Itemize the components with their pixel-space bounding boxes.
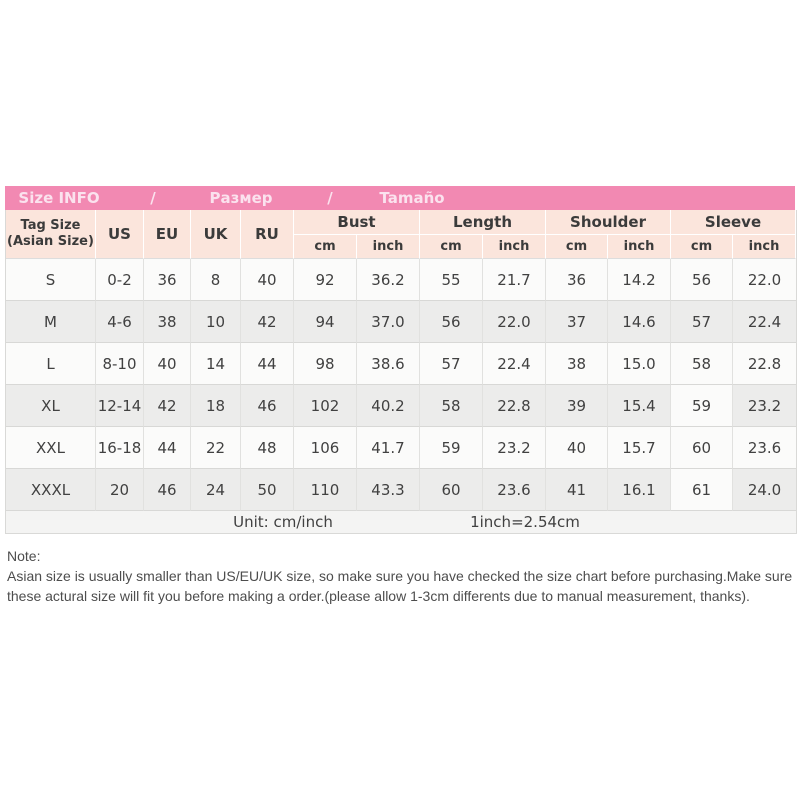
- table-cell: 22.4: [483, 343, 546, 385]
- table-cell: 46: [241, 385, 294, 427]
- header-length-inch: inch: [483, 235, 546, 259]
- header-sleeve-cm: cm: [671, 235, 733, 259]
- table-cell: 22.8: [483, 385, 546, 427]
- table-cell: 15.0: [608, 343, 671, 385]
- table-row: [6, 427, 796, 469]
- table-cell: 42: [241, 301, 294, 343]
- size-table: [5, 210, 797, 534]
- header-eu: EU: [144, 210, 191, 259]
- row-size-tag: XXXL: [6, 469, 96, 511]
- header-us: US: [96, 210, 144, 259]
- table-cell: 10: [191, 301, 241, 343]
- table-cell: 110: [294, 469, 357, 511]
- title-razmer: Размер: [209, 189, 273, 207]
- table-cell: 92: [294, 259, 357, 301]
- header-sleeve: Sleeve: [671, 210, 796, 235]
- header-bust-inch: inch: [357, 235, 420, 259]
- table-cell: 16-18: [96, 427, 144, 469]
- table-cell: 40: [546, 427, 608, 469]
- row-size-tag: L: [6, 343, 96, 385]
- table-row: [6, 469, 796, 511]
- table-cell: 46: [144, 469, 191, 511]
- table-cell: 55: [420, 259, 483, 301]
- header-bust: Bust: [294, 210, 420, 235]
- unit-label: Unit: cm/inch: [233, 513, 333, 531]
- table-cell: 38.6: [357, 343, 420, 385]
- table-cell: 40.2: [357, 385, 420, 427]
- table-cell: 58: [420, 385, 483, 427]
- table-cell: 44: [241, 343, 294, 385]
- size-chart: [5, 186, 795, 534]
- table-cell: 43.3: [357, 469, 420, 511]
- table-cell: 8-10: [96, 343, 144, 385]
- table-cell: 50: [241, 469, 294, 511]
- unit-row: [6, 511, 796, 533]
- title-tamano: Tamaño: [379, 189, 445, 207]
- header-shoulder-inch: inch: [608, 235, 671, 259]
- table-row: [6, 259, 796, 301]
- row-size-tag: M: [6, 301, 96, 343]
- table-cell: 15.7: [608, 427, 671, 469]
- title-separator: /: [150, 189, 156, 207]
- table-cell: 24.0: [733, 469, 796, 511]
- table-cell: 98: [294, 343, 357, 385]
- table-cell: 22.4: [733, 301, 796, 343]
- table-cell: 14: [191, 343, 241, 385]
- table-cell: 18: [191, 385, 241, 427]
- table-header: [6, 210, 796, 259]
- header-length-cm: cm: [420, 235, 483, 259]
- unit-row-cell: [6, 511, 796, 533]
- header-bust-cm: cm: [294, 235, 357, 259]
- table-cell: 48: [241, 427, 294, 469]
- table-cell: 42: [144, 385, 191, 427]
- table-cell: 56: [671, 259, 733, 301]
- table-cell: 22: [191, 427, 241, 469]
- table-cell: 37.0: [357, 301, 420, 343]
- table-cell: 41.7: [357, 427, 420, 469]
- table-cell: 24: [191, 469, 241, 511]
- table-cell: 15.4: [608, 385, 671, 427]
- table-cell: 41: [546, 469, 608, 511]
- table-row: [6, 385, 796, 427]
- table-cell: 8: [191, 259, 241, 301]
- table-cell: 102: [294, 385, 357, 427]
- table-cell: 12-14: [96, 385, 144, 427]
- table-row: [6, 301, 796, 343]
- inch-conversion-label: 1inch=2.54cm: [470, 513, 580, 531]
- table-cell: 106: [294, 427, 357, 469]
- table-cell: 57: [671, 301, 733, 343]
- table-cell: 37: [546, 301, 608, 343]
- table-cell: 38: [144, 301, 191, 343]
- table-cell: 23.6: [483, 469, 546, 511]
- header-shoulder-cm: cm: [546, 235, 608, 259]
- header-sleeve-inch: inch: [733, 235, 796, 259]
- table-cell: 22.0: [483, 301, 546, 343]
- table-cell: 39: [546, 385, 608, 427]
- table-row: [6, 343, 796, 385]
- table-cell: 59: [671, 385, 733, 427]
- table-cell: 22.0: [733, 259, 796, 301]
- header-tag-size: [6, 210, 96, 259]
- size-info-title-bar: [5, 186, 795, 210]
- table-cell: 21.7: [483, 259, 546, 301]
- table-cell: 16.1: [608, 469, 671, 511]
- title-size-info: Size INFO: [18, 189, 100, 207]
- row-size-tag: XXL: [6, 427, 96, 469]
- table-cell: 57: [420, 343, 483, 385]
- table-cell: 40: [241, 259, 294, 301]
- table-cell: 36: [144, 259, 191, 301]
- table-cell: 36: [546, 259, 608, 301]
- table-cell: 61: [671, 469, 733, 511]
- table-cell: 60: [420, 469, 483, 511]
- table-cell: 14.2: [608, 259, 671, 301]
- header-ru: RU: [241, 210, 294, 259]
- table-cell: 60: [671, 427, 733, 469]
- table-cell: 59: [420, 427, 483, 469]
- note-line: these actural size will fit you before making a order.(please allow 1-3cm differents due to manual measurement, thanks).: [7, 588, 750, 604]
- table-cell: 4-6: [96, 301, 144, 343]
- table-cell: 23.6: [733, 427, 796, 469]
- title-separator: /: [327, 189, 333, 207]
- table-cell: 38: [546, 343, 608, 385]
- table-cell: 58: [671, 343, 733, 385]
- table-cell: 56: [420, 301, 483, 343]
- table-cell: 44: [144, 427, 191, 469]
- table-cell: 36.2: [357, 259, 420, 301]
- note-heading: Note:: [7, 548, 41, 564]
- table-cell: 94: [294, 301, 357, 343]
- table-body: [6, 259, 796, 511]
- header-length: Length: [420, 210, 546, 235]
- header-shoulder: Shoulder: [546, 210, 671, 235]
- header-tag-size-line2: (Asian Size): [7, 234, 94, 249]
- table-cell: 20: [96, 469, 144, 511]
- note-section: [7, 546, 799, 606]
- table-cell: 22.8: [733, 343, 796, 385]
- table-cell: 23.2: [483, 427, 546, 469]
- table-cell: 23.2: [733, 385, 796, 427]
- row-size-tag: S: [6, 259, 96, 301]
- table-cell: 0-2: [96, 259, 144, 301]
- header-tag-size-line1: Tag Size: [20, 218, 81, 233]
- table-cell: 14.6: [608, 301, 671, 343]
- note-line: Asian size is usually smaller than US/EU/UK size, so make sure you have checked the size chart before purchasing.Make sure: [7, 568, 793, 584]
- header-uk: UK: [191, 210, 241, 259]
- table-cell: 40: [144, 343, 191, 385]
- row-size-tag: XL: [6, 385, 96, 427]
